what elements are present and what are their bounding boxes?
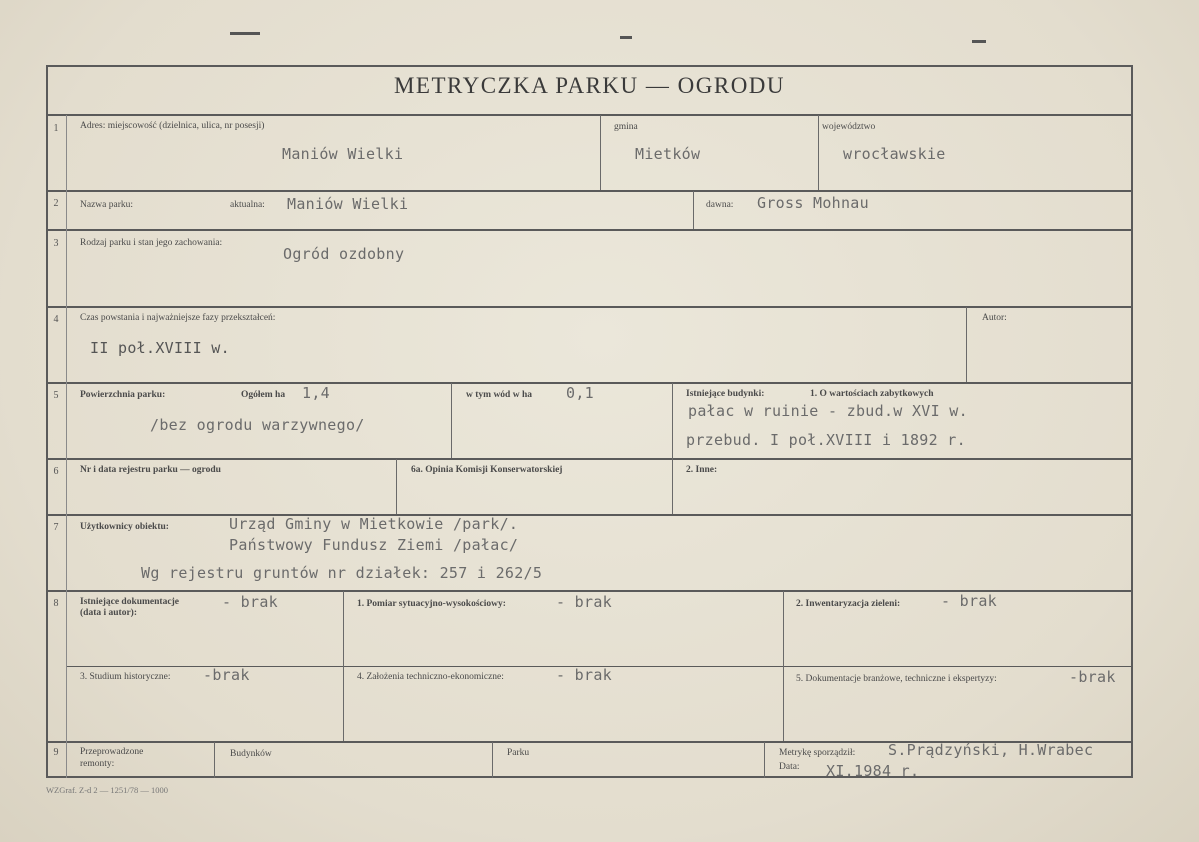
row-divider <box>46 306 1133 308</box>
park-name-label: Nazwa parku: <box>80 200 134 210</box>
row-number: 9 <box>53 747 59 758</box>
branch-docs-value: -brak <box>1069 668 1116 686</box>
user-2: Państwowy Fundusz Ziemi /pałac/ <box>229 536 519 554</box>
origin-label: Czas powstania i najważniejsze fazy przekształceń: <box>80 313 276 323</box>
row-divider <box>46 514 1133 516</box>
repairs-label-sub: remonty: <box>80 759 115 769</box>
col-divider <box>600 115 601 190</box>
row-number: 6 <box>53 466 59 477</box>
repairs-park-label: Parku <box>507 748 530 758</box>
col-divider <box>693 191 694 229</box>
buildings-label: Istniejące budynki: <box>686 389 765 399</box>
col-divider <box>214 742 215 778</box>
history-study-value: -brak <box>203 666 250 684</box>
row-number: 1 <box>53 123 59 134</box>
hole-mark <box>972 40 986 43</box>
branch-docs-label: 5. Dokumentacje branżowe, techniczne i ekspertyzy: <box>796 674 997 684</box>
row-number: 8 <box>53 598 59 609</box>
historic-buildings-label: 1. O wartościach zabytkowych <box>810 389 934 399</box>
number-column-divider <box>66 115 67 778</box>
commission-label: 6a. Opinia Komisji Konserwatorskiej <box>411 465 563 475</box>
repairs-label: Przeprowadzone <box>80 747 144 757</box>
col-divider <box>818 115 819 190</box>
prepared-by-value: S.Prądzyński, H.Wrabec <box>888 741 1094 759</box>
hole-mark <box>230 32 260 35</box>
col-divider <box>966 307 967 382</box>
total-area-value: 1,4 <box>302 384 330 402</box>
user-1: Urząd Gminy w Mietkowie /park/. <box>229 515 519 533</box>
techecon-label: 4. Założenia techniczno-ekonomiczne: <box>357 672 504 682</box>
current-name-value: Maniów Wielki <box>287 195 409 213</box>
survey-value: - brak <box>556 593 612 611</box>
col-divider <box>672 383 673 514</box>
plot-numbers: Wg rejestru gruntów nr działek: 257 i 262/5 <box>141 564 543 582</box>
area-note: /bez ogrodu warzywnego/ <box>150 416 365 434</box>
col-divider <box>451 383 452 458</box>
row-number: 3 <box>53 238 59 249</box>
printer-imprint: WZGraf. Z-d 2 — 1251/78 — 1000 <box>46 785 169 795</box>
other-buildings-label: 2. Inne: <box>686 465 718 475</box>
inventory-value: - brak <box>941 592 997 610</box>
water-area-label: w tym wód w ha <box>466 390 532 400</box>
gmina-value: Mietków <box>635 145 701 163</box>
col-divider <box>783 591 784 741</box>
row-divider <box>46 114 1133 116</box>
date-value: XI.1984 r. <box>826 762 920 780</box>
docs-label: Istniejące dokumentacje <box>80 597 179 607</box>
col-divider <box>764 742 765 778</box>
wojewodztwo-label: województwo <box>822 122 876 132</box>
users-label: Użytkownicy obiektu: <box>80 522 169 532</box>
row-divider <box>46 458 1133 460</box>
park-type-value: Ogród ozdobny <box>283 245 405 263</box>
former-name-label: dawna: <box>706 200 734 210</box>
total-area-label: Ogółem ha <box>241 390 286 400</box>
address-label: Adres: miejscowość (dzielnica, ulica, nr posesji) <box>80 121 265 131</box>
historic-buildings-line1: pałac w ruinie - zbud.w XVI w. <box>688 402 968 420</box>
row-number: 2 <box>53 198 59 209</box>
row-number: 7 <box>53 522 59 533</box>
prepared-by-label: Metrykę sporządził: <box>779 748 856 758</box>
address-value: Maniów Wielki <box>282 145 404 163</box>
park-type-label: Rodzaj parku i stan jego zachowania: <box>80 238 223 248</box>
form-title: METRYCZKA PARKU — OGRODU <box>393 73 786 98</box>
row-divider <box>46 190 1133 192</box>
register-label: Nr i data rejestru parku — ogrodu <box>80 465 221 475</box>
gmina-label: gmina <box>614 122 638 132</box>
author-label: Autor: <box>982 313 1007 323</box>
historic-buildings-line2: przebud. I poł.XVIII i 1892 r. <box>686 431 966 449</box>
col-divider <box>343 591 344 741</box>
date-label: Data: <box>779 762 800 772</box>
inventory-label: 2. Inwentaryzacja zieleni: <box>796 599 901 609</box>
current-name-label: aktualna: <box>230 200 265 210</box>
repairs-buildings-label: Budynków <box>230 749 272 759</box>
water-area-value: 0,1 <box>566 384 594 402</box>
area-label: Powierzchnia parku: <box>80 390 166 400</box>
hole-mark <box>620 36 632 39</box>
docs-label-sub: (data i autor): <box>80 608 137 618</box>
wojewodztwo-value: wrocławskie <box>843 145 946 163</box>
row-divider <box>46 229 1133 231</box>
survey-label: 1. Pomiar sytuacyjno-wysokościowy: <box>357 599 506 609</box>
former-name-value: Gross Mohnau <box>757 194 869 212</box>
techecon-value: - brak <box>556 666 612 684</box>
col-divider <box>396 459 397 514</box>
history-study-label: 3. Studium historyczne: <box>80 672 171 682</box>
col-divider <box>492 742 493 778</box>
row-number: 5 <box>53 390 59 401</box>
origin-value: II poł.XVIII w. <box>90 339 230 357</box>
docs-value: - brak <box>222 593 278 611</box>
row-number: 4 <box>53 314 59 325</box>
